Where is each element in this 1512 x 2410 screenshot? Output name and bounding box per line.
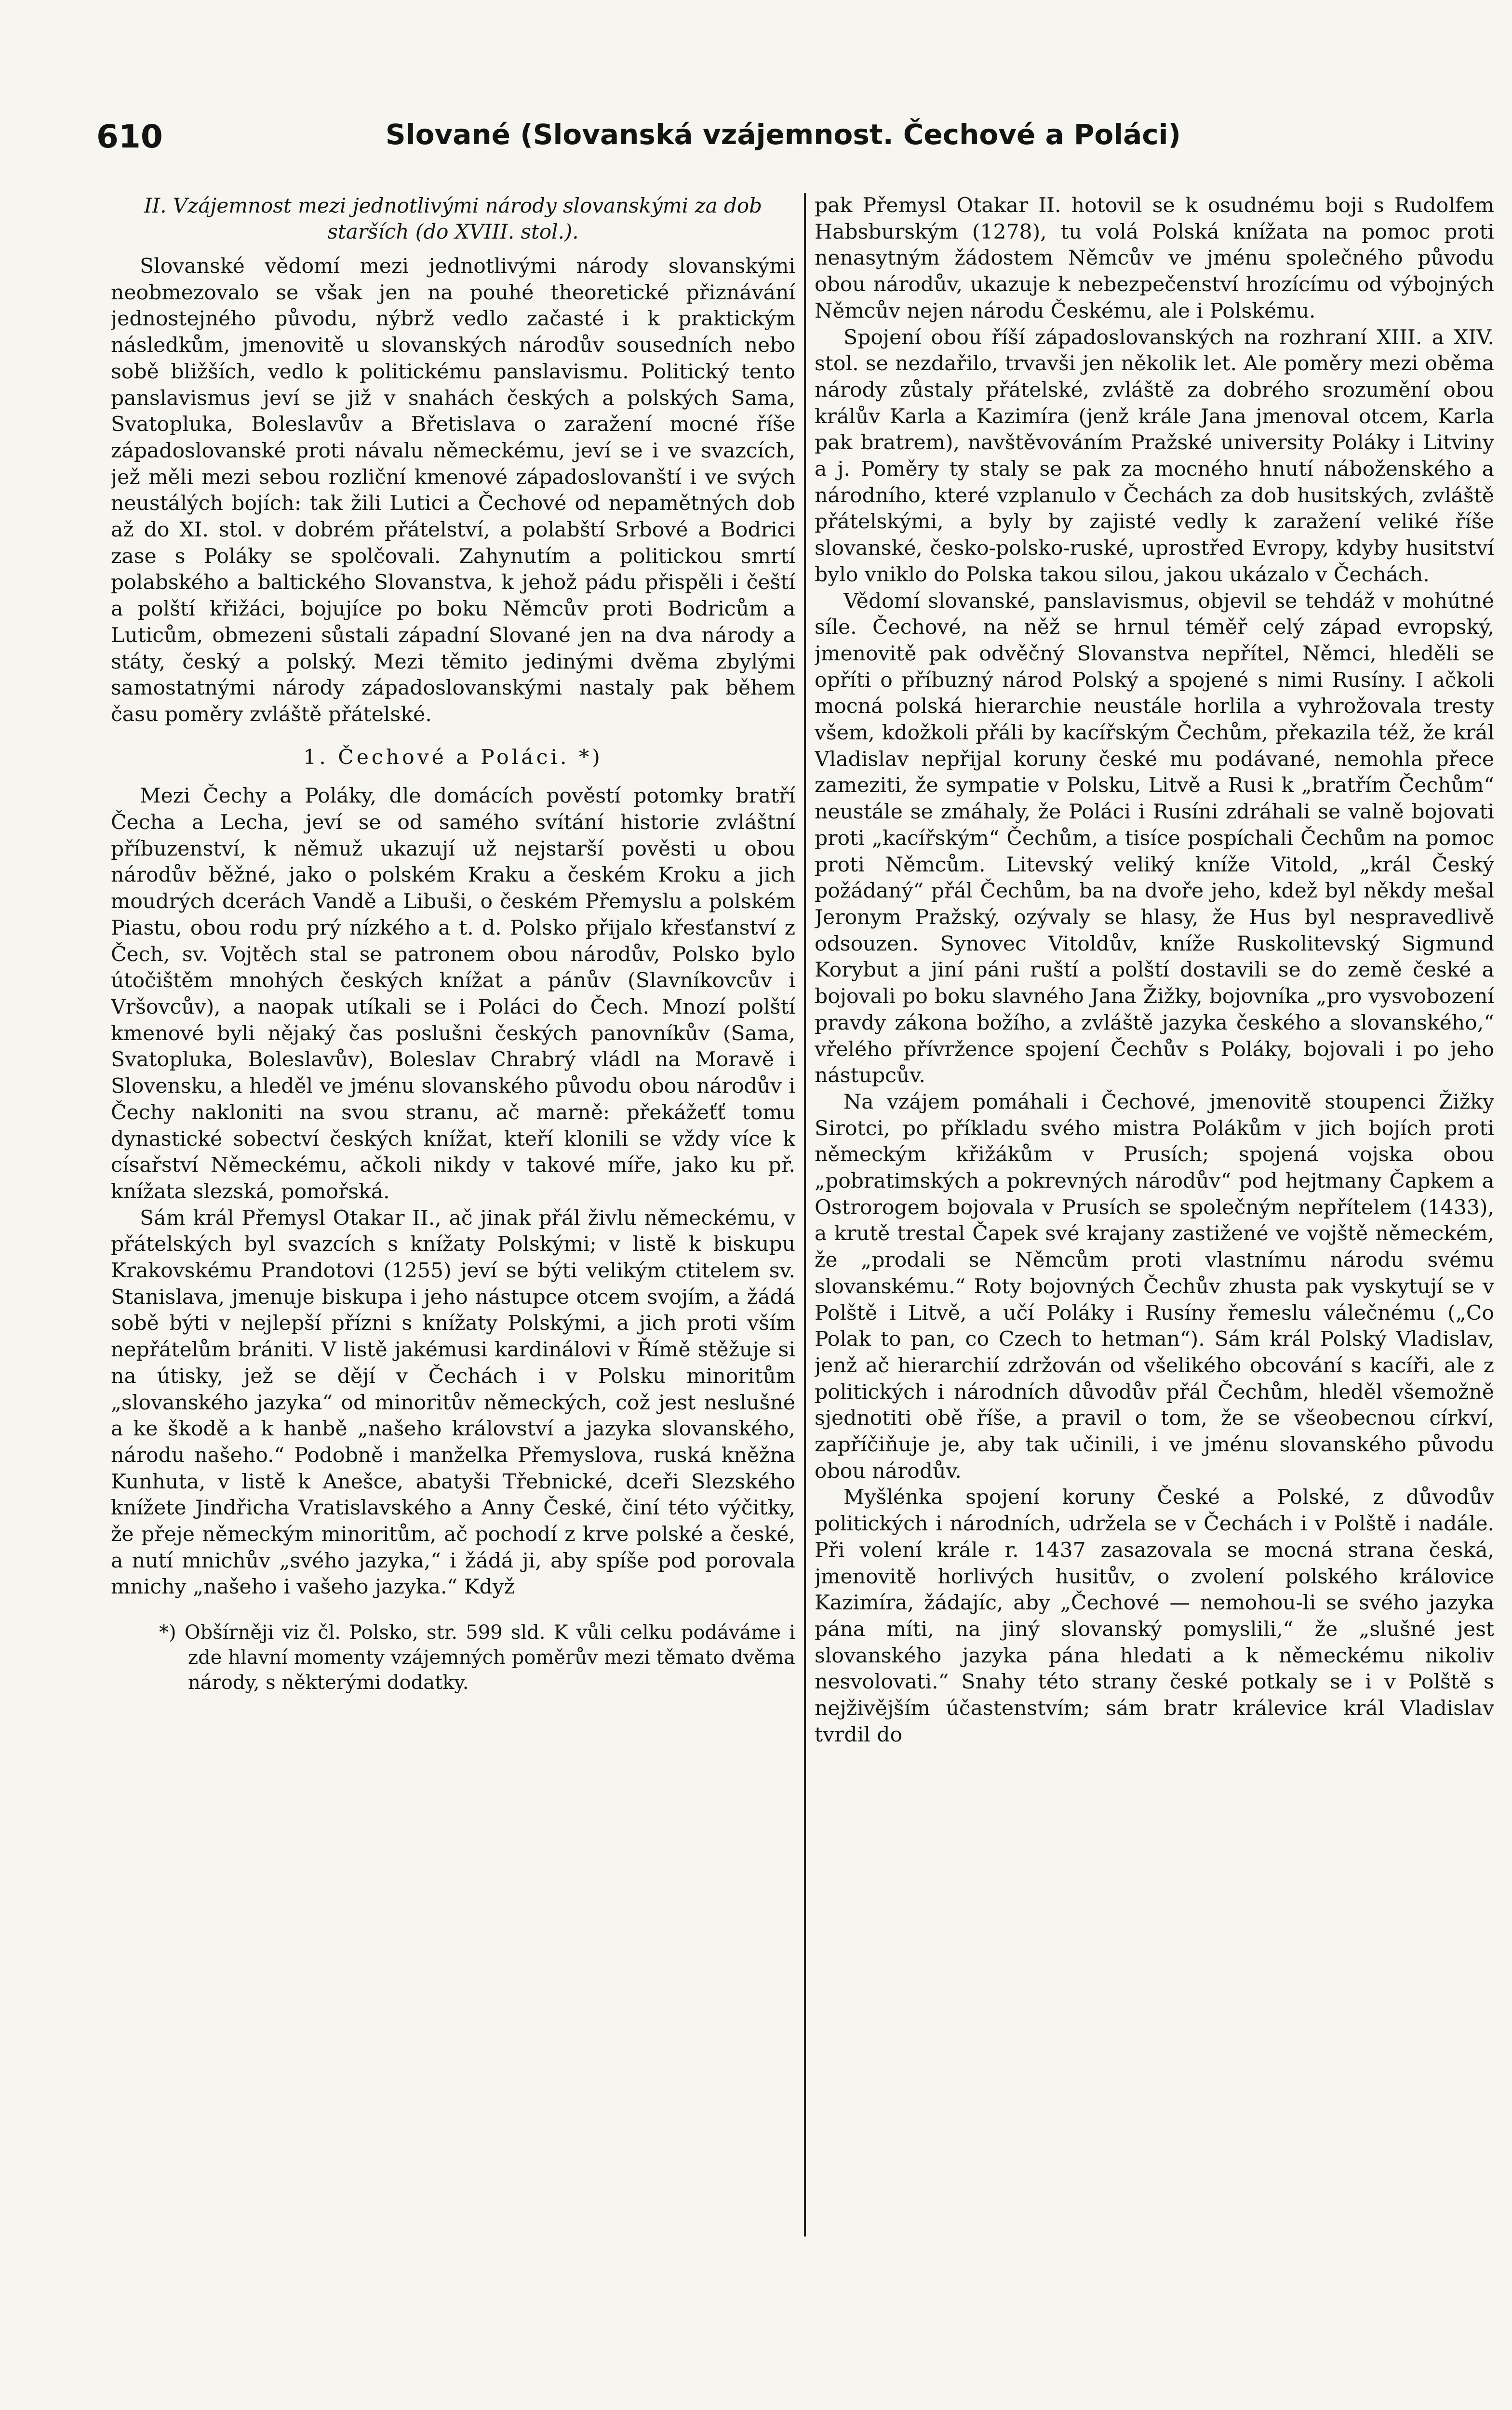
running-title: Slované (Slovanská vzájemnost. Čechové a Poláci) [385, 118, 1181, 151]
paragraph: Slovanské vědomí mezi jednotlivými národy slovanskými neobmezovalo se však jen na pouhé theoretické přiznávání jednostejného původu, nýbrž vedlo začasté i k praktickým následkům, jmenovitě u slovanských národův sousedních nebo sobě bližších, vedlo k politickému panslavismu. Politický tento panslavismus jeví se již v snahách českých a polských Sama, Svatopluka, Boleslavův a Břetislava o zaražení mocné říše západoslovanské proti návalu německému, jeví se i ve svazcích, jež měli mezi sebou rozliční kmenové západoslovanští i ve svých neustálých bojích: tak žili Lutici a Čechové od nepamětných dob až do XI. stol. v dobrém přátelství, a polabští Srbové a Bodrici zase s Poláky se spolčovali. Zahynutím a politickou smrtí polabského a baltického Slovanstva, k jehož pádu přispěli i čeští a polští křižáci, bojujíce po boku Němcův proti Bodricům a Luticům, obmezeni sůstali západní Slované jen na dva národy a státy, český a polský. Mezi těmito jedinými dvěma zbylými samostatnými národy západoslovanskými nastaly pak během času poměry zvláště přátelské. [111, 254, 795, 726]
paragraph: Na vzájem pomáhali i Čechové, jmenovitě stoupenci Žižky Sirotci, po příkladu svého mistra Polákům v jich bojích proti německým křižákům v Prusích; spojená vojska obou „pobratimských a pokrevných národův“ pod hejtmany Čapkem a Ostrorogem bojovala v Prusích se společným nepřítelem (1433), a krutě trestal Čapek své krajany zastižené ve vojště německém, že „prodali se Němcům proti vlastnímu národu svému slovanskému.“ Roty bojovných Čechův zhusta pak vyskytují se v Polště i Litvě, a učí Poláky i Rusíny řemeslu válečnému („Co Polak to pan, co Czech to hetman“). Sám král Polský Vladislav, jenž ač hierarchií zdržován od všelikého obcování s kacíři, ale z politických i národních důvodův přál Čechům, hleděl všemožně sjednotiti obě říše, a pravil o tom, že se všeobecnou církví, zapříčiňuje je, aby tak učinili, i ve jménu slovanského původu obou národův. [815, 1090, 1494, 1483]
paragraph: pak Přemysl Otakar II. hotovil se k osudnému boji s Rudolfem Habsburským (1278), tu volá Polská knížata na pomoc proti nenasytným žádostem Němcův ve jménu společného původu obou národův, ukazuje k nebezpečenství hrozícímu od výbojných Němcův nejen národu Českému, ale i Polskému. [815, 194, 1494, 323]
footnote: *) Obšírněji viz čl. Polsko, str. 599 sld. K vůli celku podáváme i zde hlavní momenty vzájemných poměrův mezi těmato dvěma národy, s některými dodatky. [159, 1621, 795, 1694]
paragraph: Sám král Přemysl Otakar II., ač jinak přál živlu německému, v přátelských byl svazcích s knížaty Polskými; v listě k biskupu Krakovskému Prandotovi (1255) jeví se býti velikým ctitelem sv. Stanislava, jmenuje biskupa i jeho nástupce otcem svojím, a žádá sobě býti v nejlepší přízni s knížaty Polskými, a jich proti vším nepřátelům brániti. V listě jakémusi kardinálovi v Římě stěžuje si na útisky, jež se dějí v Čechách i v Polsku minoritům „slovanského jazyka“ od minoritův německých, což jest neslušné a ke škodě a k hanbě „našeho království a jazyka slovanského, národu našeho.“ Podobně i manželka Přemyslova, ruská kněžna Kunhuta, v listě k Anešce, abatyši Třebnické, dceři Slezského knížete Jindřicha Vratislavského a Anny České, činí této výčitky, že přeje německým minoritům, ač pochodí z krve polské a české, a nutí mnichův „svého jazyka,“ i žádá ji, aby spíše pod porovala mnichy „našeho i vašeho jazyka.“ Když [111, 1206, 795, 1599]
right-column [815, 193, 1494, 2410]
left-column [111, 193, 795, 2410]
column-divider [804, 193, 806, 2236]
paragraph: Mezi Čechy a Poláky, dle domácích pověstí potomky bratří Čecha a Lecha, jeví se od samého svítání historie zvláštní příbuzenství, k němuž ukazují už nejstarší pověsti u obou národův běžné, jako o polském Kraku a českém Kroku a jich moudrých dcerách Vandě a Libuši, o českém Přemyslu a polském Piastu, obou rodu prý nízkého a t. d. Polsko přijalo křesťanství z Čech, sv. Vojtěch stal se patronem obou národův, Polsko bylo útočištěm mnohých českých knížat a pánův (Slavníkovcův i Vršovcův), a naopak utíkali se i Poláci do Čech. Mnozí polští kmenové byli nějaký čas poslušni českých panovníkův (Sama, Svatopluka, Boleslavův), Boleslav Chrabrý vládl na Moravě i Slovensku, a hleděl ve jménu slovanského původu obou národův i Čechy nakloniti na svou stranu, ač marně: překážeťť tomu dynastické sobectví českých knížat, kteří klonili se vždy více k císařství Německému, ačkoli nikdy v takové míře, jako ku př. knížata slezská, pomořská. [111, 784, 795, 1204]
paragraph: Spojení obou říší západoslovanských na rozhraní XIII. a XIV. stol. se nezdařilo, trvavši jen několik let. Ale poměry mezi oběma národy zůstaly přátelské, zvláště za dobrého srozumění obou králův Karla a Kazimíra (jenž krále Jana jmenoval otcem, Karla pak bratrem), navštěvováním Pražské university Poláky i Litviny a j. Poměry ty staly se pak za mocného hnutí náboženského a národního, které vzplanulo v Čechách za dob husitských, zvláště přátelskými, a byly by zajisté vedly k zaražení veliké říše slovanské, česko-polsko-ruské, uprostřed Evropy, kdyby husitství bylo vniklo do Polska takou silou, jakou ukázalo v Čechách. [815, 325, 1494, 587]
page-header [96, 118, 1475, 171]
subsection-heading: 1. Čechové a Poláci. *) [303, 745, 603, 769]
section-heading: II. Vzájemnost mezi jednotlivými národy slovanskými za dob starších (do XVIII. stol.). [144, 194, 763, 243]
paragraph: Myšlénka spojení koruny České a Polské, z důvodův politických i národních, udržela se v Čechách i v Polště i nadále. Při volení krále r. 1437 zasazovala se mocná strana česká, jmenovitě horlivých husitův, o zvolení polského královice Kazimíra, žádajíc, aby „Čechové — nemohou-li se svého jazyka pána míti, na jiný slovanský pomyslili,“ že „slušné jest slovanského jazyka pána hledati a k německému nikoliv nesvolovati.“ Snahy této strany české potkaly se i v Polště s nejživějším účastenstvím; sám bratr králevice král Vladislav tvrdil do [815, 1486, 1494, 1747]
page-number: 610 [96, 118, 163, 155]
paragraph: Vědomí slovanské, panslavismus, objevil se tehdáž v mohútné síle. Čechové, na něž se hrnul téměř celý západ evropský, jmenovitě pak odvěčný Slovanstva nepřítel, Němci, hleděli se opříti o příbuzný národ Polský a spojené s nimi Rusíny. I ačkoli mocná polská hierarchie neustále horlila a vyhrožovala tresty všem, kdožkoli přáli by kacířským Čechům, překazila též, že král Vladislav nepřijal koruny české mu podávané, nemohla přece zameziti, že sympatie v Polsku, Litvě a Rusi k „bratřím Čechům“ neustále se zmáhaly, že Poláci i Rusíni zdráhali se valně bojovati proti „kacířským“ Čechům, a tisíce pospíchali Čechům na pomoc proti Němcům. Litevský veliký kníže Vitold, „král Český požádaný“ přál Čechům, ba na dvoře jeho, kdež byl někdy mešal Jeronym Pražský, ozývaly se hlasy, že Hus byl nespravedlivě odsouzen. Synovec Vitoldův, kníže Ruskolitevský Sigmund Korybut a jiní páni ruští a polští dostavili se do země české a bojovali po boku slavného Jana Žižky, bojovníka „pro vysvobození pravdy zákona božího, a zvláště jazyka českého a slovanského,“ vřelého přívržence spojení Čechův s Poláky, bojovali i po jeho nástupcův. [815, 589, 1494, 1088]
